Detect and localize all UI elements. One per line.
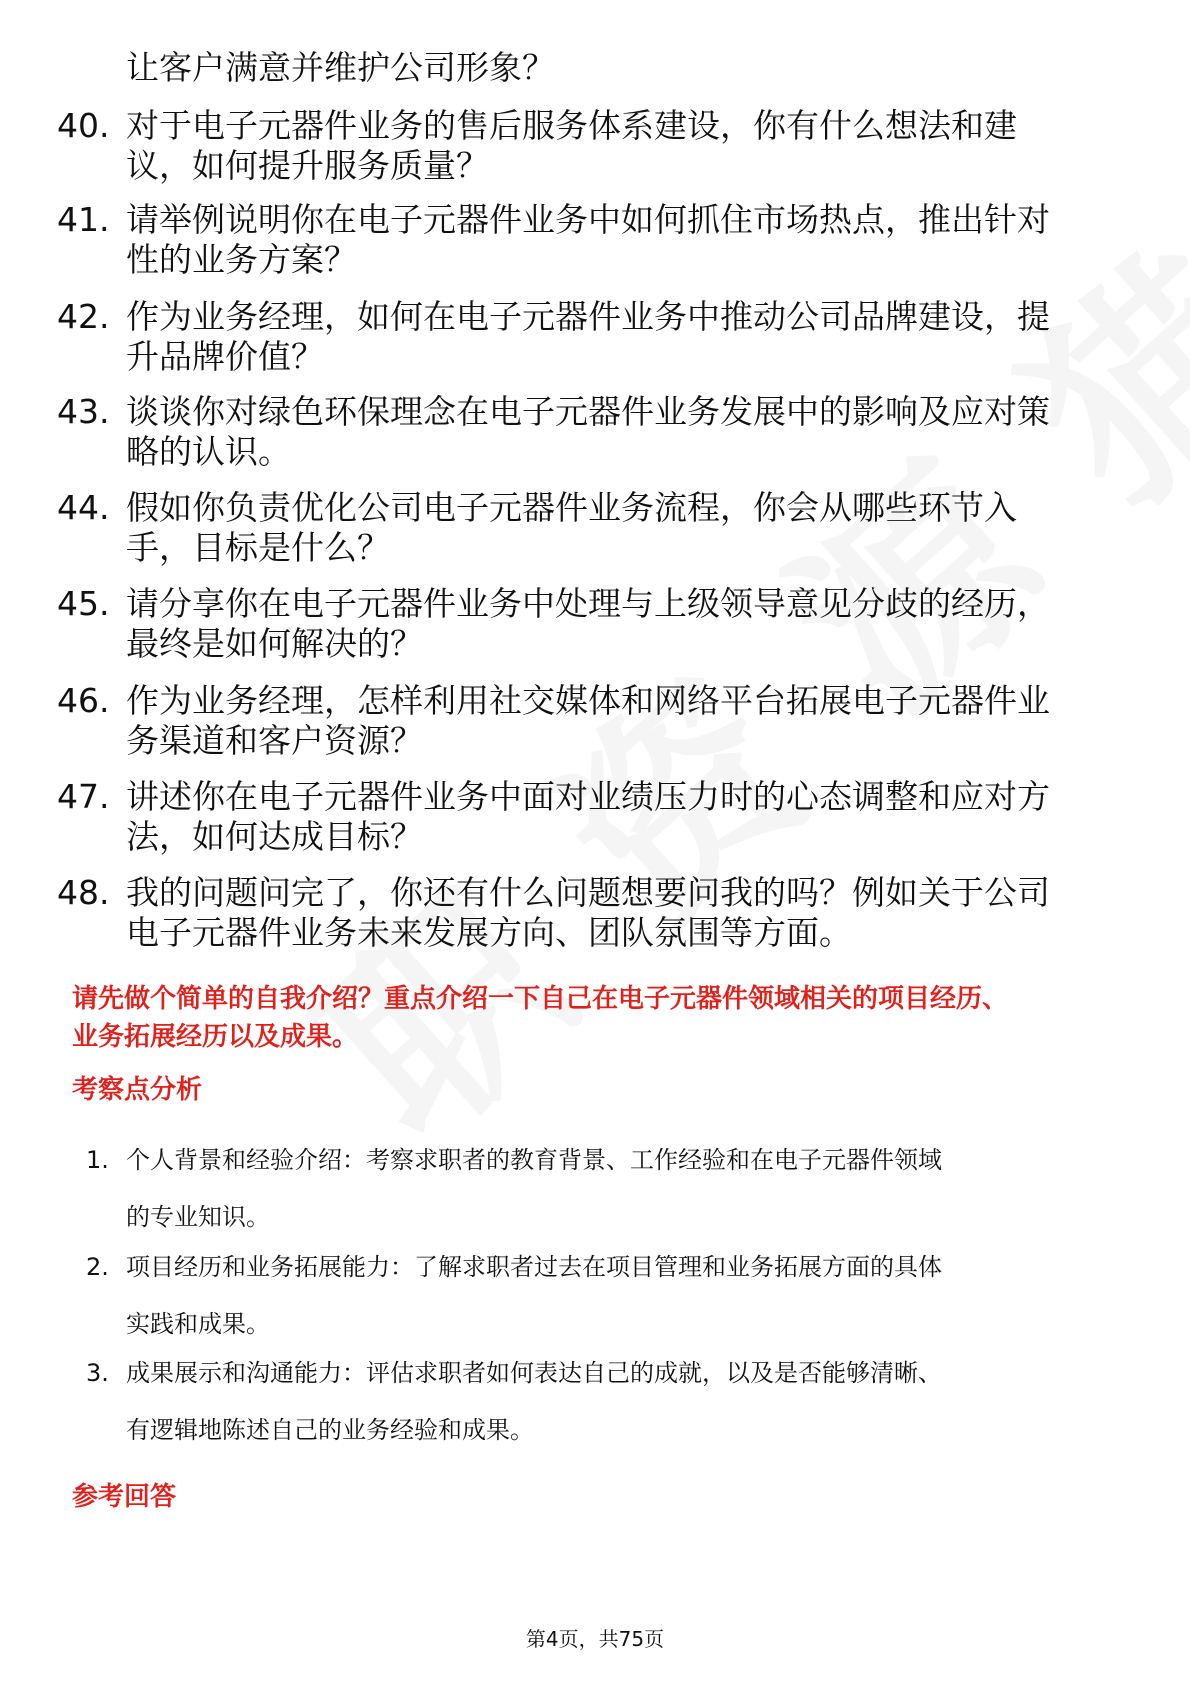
analysis-title: 考察点分析 [72,1075,203,1105]
question-line: 略的认识。 [126,432,291,471]
question-line: 手，目标是什么？ [126,528,390,567]
question-line: 最终是如何解决的？ [126,624,423,663]
question-line: 我的问题问完了，你还有什么问题想要问我的吗？例如关于公司 [126,873,1050,912]
question-line: 作为业务经理，怎样利用社交媒体和网络平台拓展电子元器件业 [126,681,1050,720]
point-line: 的专业知识。 [126,1203,270,1231]
point-number: 2. [86,1253,109,1281]
page-footer: 第4页，共75页 [525,1627,665,1651]
question-number: 46. [57,681,110,720]
question-line: 假如你负责优化公司电子元器件业务流程，你会从哪些环节入 [126,488,1017,527]
question-line: 电子元器件业务未来发展方向、团队氛围等方面。 [126,913,852,952]
question-line: 请举例说明你在电子元器件业务中如何抓住市场热点，推出针对 [126,200,1050,239]
question-number: 47. [57,777,110,816]
question-line: 议，如何提升服务质量？ [126,146,489,185]
point-line: 项目经历和业务拓展能力：了解求职者过去在项目管理和业务拓展方面的具体 [126,1253,942,1281]
question-number: 41. [57,200,110,239]
point-line: 实践和成果。 [126,1310,270,1338]
featured-question-line: 业务拓展经历以及成果。 [72,1022,359,1052]
question-line: 谈谈你对绿色环保理念在电子元器件业务发展中的影响及应对策 [126,392,1050,431]
continuation-text: 让客户满意并维护公司形象？ [126,48,555,87]
point-number: 3. [86,1359,109,1387]
question-number: 48. [57,873,110,912]
point-number: 1. [86,1146,109,1174]
question-line: 法，如何达成目标？ [126,817,423,856]
point-line: 个人背景和经验介绍：考察求职者的教育背景、工作经验和在电子元器件领域 [126,1146,942,1174]
point-line: 成果展示和沟通能力：评估求职者如何表达自己的成就，以及是否能够清晰、 [126,1359,942,1387]
question-number: 43. [57,392,110,431]
question-number: 40. [57,106,110,145]
point-line: 有逻辑地陈述自己的业务经验和成果。 [126,1416,534,1444]
question-line: 请分享你在电子元器件业务中处理与上级领导意见分歧的经历， [126,584,1050,623]
reference-title: 参考回答 [72,1482,177,1512]
question-line: 升品牌价值？ [126,337,324,376]
question-number: 42. [57,297,110,336]
question-number: 44. [57,488,110,527]
question-line: 讲述你在电子元器件业务中面对业绩压力时的心态调整和应对方 [126,777,1050,816]
question-line: 务渠道和客户资源？ [126,721,423,760]
question-number: 45. [57,584,110,623]
featured-question-line: 请先做个简单的自我介绍？重点介绍一下自己在电子元器件领域相关的项目经历、 [72,984,1009,1014]
question-line: 作为业务经理，如何在电子元器件业务中推动公司品牌建设，提 [126,297,1050,336]
question-line: 对于电子元器件业务的售后服务体系建设，你有什么想法和建 [126,106,1017,145]
question-line: 性的业务方案？ [126,240,357,279]
